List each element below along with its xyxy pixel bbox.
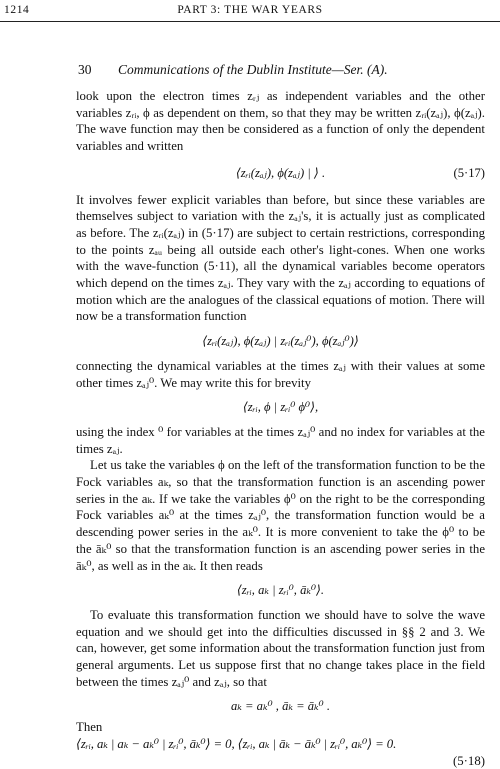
equation-no-change [76, 698, 485, 715]
part-title: PART 3: THE WAR YEARS [177, 4, 323, 16]
paragraph: using the index ⁰ for variables at the times zₐⱼ⁰ and no index for variables at the times zₐⱼ. [76, 424, 485, 456]
journal-title: Communications of the Dublin Institute—Ser. (A). [118, 62, 388, 77]
equation-brevity [76, 399, 485, 416]
paragraph: look upon the electron times zᵣⱼ as independent variables and the other variables zᵣᵢ, ϕ as dependent on them, so that they may be written zᵣᵢ(zₐⱼ), ϕ(zₐⱼ). The wave function may then be considered as a function of only the dependent variables and written [76, 89, 485, 154]
equation-5-18 [76, 736, 485, 753]
equation-5-17 [76, 165, 485, 182]
book-page-number: 1214 [4, 4, 30, 16]
equation-expression: ⟨zᵣᵢ(zₐⱼ), ϕ(zₐⱼ) | zᵣᵢ(zₐⱼ⁰), ϕ(zₐⱼ⁰)⟩ [202, 334, 359, 349]
equation-number: (5·17) [453, 165, 485, 180]
paragraph: Let us take the variables ϕ on the left of the transformation function to be the Fock variables aₖ, so that the transformation function is an ascending power series in the aₖ. If we take the variables ϕ⁰ on the right to be the corresponding Fock variables aₖ⁰ at the times zₐⱼ⁰, the transformation function would be a descending power series in the aₖ⁰. It is more convenient to take the ϕ⁰ to be the āₖ⁰ so that the transformation function is an ascending power series in the āₖ⁰, as well as in the aₖ. It then reads [76, 458, 485, 573]
paragraph: It involves fewer explicit variables than before, but since these variables are themselves subject to variation with the zₐⱼ's, it is actually just as complicated as before. The zᵣᵢ(zₐⱼ) in (5·17) are subject to certain restrictions, corresponding to the points zₐᵤ being all outside each other's light-cones. When one works with the wave-function (5·11), all the dynamical variables become operators which depend on the times zₐⱼ. They vary with the zₐⱼ according to equations of motion which are the analogues of the classical equations of motion. There will now be a transformation function [76, 192, 485, 324]
equation-expression: ⟨zᵣᵢ, aₖ | zᵣᵢ⁰, āₖ⁰⟩. [236, 583, 325, 598]
equation-expression: ⟨zᵣᵢ(zₐⱼ), ϕ(zₐⱼ) | ⟩ . [235, 165, 326, 180]
equation-expression: aₖ = aₖ⁰ , āₖ = āₖ⁰ . [231, 698, 330, 713]
header-rule [0, 21, 500, 22]
equation-expression: ⟨zᵣᵢ, ϕ | zᵣᵢ⁰ ϕ⁰⟩, [242, 400, 319, 415]
equation-expression: ⟨zᵣᵢ, aₖ | aₖ − aₖ⁰ | zᵣᵢ⁰, āₖ⁰⟩ = 0, ⟨zᵣᵢ, aₖ | āₖ − āₖ⁰ | zᵣᵢ⁰, aₖ⁰⟩ = 0. [76, 736, 397, 751]
body-text [76, 88, 485, 769]
equation-reads [76, 582, 485, 599]
equation-transformation-function [76, 333, 485, 350]
paragraph: To evaluate this transformation function we should have to solve the wave equation and we should get into the difficulties discussed in §§ 2 and 3. We can, however, get some information about the transformation function just from general arguments. Let us suppose first that no change takes place in the field between the times zₐⱼ⁰ and zₐⱼ, so that [76, 607, 485, 689]
paragraph: connecting the dynamical variables at the times zₐⱼ with their values at some other times zₐⱼ⁰. We may write this for brevity [76, 358, 485, 390]
running-head [0, 0, 500, 22]
paper-page-number: 30 [78, 62, 92, 77]
equation-number-5-18: (5·18) [453, 753, 485, 768]
paragraph: Then [76, 720, 103, 735]
